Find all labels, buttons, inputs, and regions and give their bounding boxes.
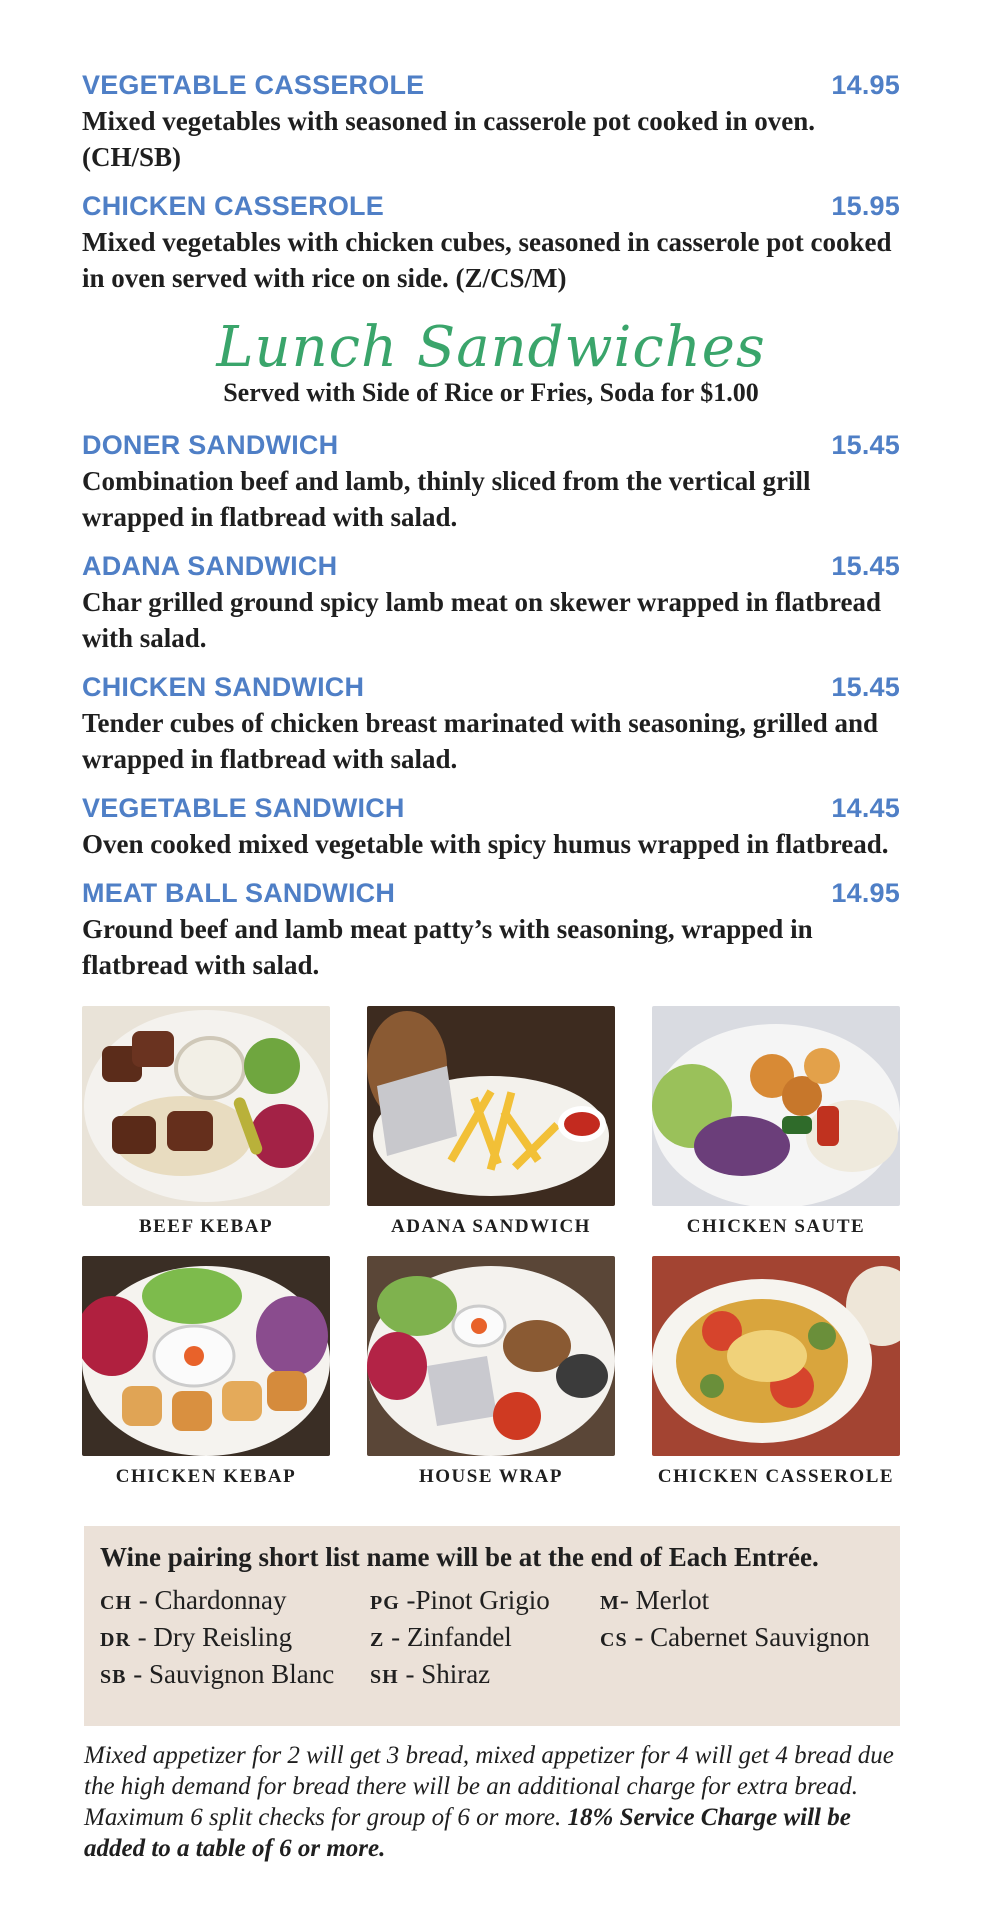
food-photo [82, 1006, 330, 1206]
food-photo [367, 1256, 615, 1456]
wine-name: Dry Reisling [153, 1622, 293, 1652]
photo-caption: ADANA SANDWICH [391, 1216, 591, 1237]
footnote-text: Mixed appetizer for 2 will get 3 bread, mixed appetizer for 4 will get 4 bread due the high demand for bread there will be an additional charge for extra bread. Maximum 6 split checks for group of 6 or more. [84, 1742, 894, 1831]
wine-entry [370, 1659, 600, 1690]
food-photo [652, 1006, 900, 1206]
wine-entry [370, 1585, 600, 1616]
item-price: 15.45 [831, 672, 900, 702]
wine-entry [100, 1585, 370, 1616]
photo-card [652, 1006, 900, 1238]
item-name: DONER SANDWICH [82, 430, 339, 460]
wine-code: M [600, 1592, 620, 1614]
item-description: Tender cubes of chicken breast marinated with seasoning, grilled and wrapped in flatbread with salad. [82, 708, 879, 774]
item-price: 14.95 [831, 878, 900, 908]
photo-caption: CHICKEN KEBAP [115, 1466, 297, 1487]
wine-entry [600, 1585, 900, 1616]
wine-entry [600, 1622, 900, 1653]
wine-separator: - [132, 1585, 155, 1615]
section-title: Lunch Sandwiches [216, 315, 766, 380]
item-name: ADANA SANDWICH [82, 551, 338, 581]
wine-name: Sauvignon Blanc [148, 1659, 335, 1689]
wine-separator: - [130, 1622, 154, 1652]
wine-code: SH [370, 1666, 399, 1688]
service-charge-note: 18% Service Charge will be added to a table of 6 or more. [84, 1804, 851, 1862]
menu-item [82, 191, 900, 296]
wine-legend [100, 1585, 884, 1690]
wine-entry [100, 1622, 370, 1653]
wine-separator: - [384, 1622, 407, 1652]
photo-card [652, 1256, 900, 1488]
item-name: VEGETABLE SANDWICH [82, 793, 405, 823]
wine-separator: - [399, 1585, 416, 1615]
wine-code: CS [600, 1629, 628, 1651]
wine-name: Chardonnay [154, 1585, 287, 1615]
item-description: Mixed vegetables with chicken cubes, seasoned in casserole pot cooked in oven served with rice on side. (Z/CS/M) [82, 227, 892, 293]
photo-caption: HOUSE WRAP [419, 1466, 563, 1487]
photo-grid [82, 1006, 900, 1506]
item-price: 15.45 [831, 551, 900, 581]
wine-code: CH [100, 1592, 132, 1614]
wine-code: Z [370, 1629, 385, 1651]
wine-code: SB [100, 1666, 127, 1688]
food-photo [367, 1006, 615, 1206]
item-name: CHICKEN CASSEROLE [82, 191, 384, 221]
wine-name: Pinot Grigio [415, 1585, 550, 1615]
wine-entry [370, 1622, 600, 1653]
menu-item [82, 793, 900, 862]
photo-caption: CHICKEN SAUTE [686, 1216, 866, 1237]
wine-entry [100, 1659, 370, 1690]
photo-card [82, 1256, 330, 1488]
item-description: Mixed vegetables with seasoned in casserole pot cooked in oven. (CH/SB) [82, 106, 815, 172]
item-description: Oven cooked mixed vegetable with spicy humus wrapped in flatbread. [82, 829, 889, 859]
food-photo [652, 1256, 900, 1456]
wine-name: Cabernet Sauvignon [650, 1622, 870, 1652]
wine-separator: - [398, 1659, 422, 1689]
item-price: 15.95 [831, 191, 900, 221]
item-price: 14.95 [831, 70, 900, 100]
wine-code: DR [100, 1629, 131, 1651]
wine-pairing-box [84, 1526, 900, 1726]
menu-page [82, 70, 900, 999]
photo-card [367, 1256, 615, 1488]
item-name: VEGETABLE CASSEROLE [82, 70, 425, 100]
footnote [84, 1740, 904, 1864]
food-photo [82, 1256, 330, 1456]
menu-item [82, 672, 900, 777]
wine-separator: - [627, 1622, 651, 1652]
menu-item [82, 551, 900, 656]
wine-name: Zinfandel [406, 1622, 512, 1652]
item-name: MEAT BALL SANDWICH [82, 878, 396, 908]
item-price: 15.45 [831, 430, 900, 460]
photo-card [367, 1006, 615, 1238]
item-name: CHICKEN SANDWICH [82, 672, 365, 702]
wine-code: PG [370, 1592, 400, 1614]
wine-name: Shiraz [421, 1659, 491, 1689]
wine-separator: - [619, 1585, 636, 1615]
wine-separator: - [126, 1659, 149, 1689]
item-price: 14.45 [831, 793, 900, 823]
item-description: Combination beef and lamb, thinly sliced from the vertical grill wrapped in flatbread with salad. [82, 466, 811, 532]
item-description: Char grilled ground spicy lamb meat on skewer wrapped in flatbread with salad. [82, 587, 882, 653]
wine-name: Merlot [635, 1585, 710, 1615]
photo-card [82, 1006, 330, 1238]
menu-item [82, 878, 900, 983]
section-subtitle: Served with Side of Rice or Fries, Soda for $1.00 [223, 378, 759, 407]
item-description: Ground beef and lamb meat patty’s with seasoning, wrapped in flatbread with salad. [82, 914, 813, 980]
menu-item [82, 70, 900, 175]
menu-item [82, 430, 900, 535]
wine-pairing-title: Wine pairing short list name will be at the end of Each Entrée. [100, 1542, 819, 1572]
photo-caption: CHICKEN CASSEROLE [657, 1466, 895, 1487]
photo-caption: BEEF KEBAP [138, 1216, 274, 1237]
